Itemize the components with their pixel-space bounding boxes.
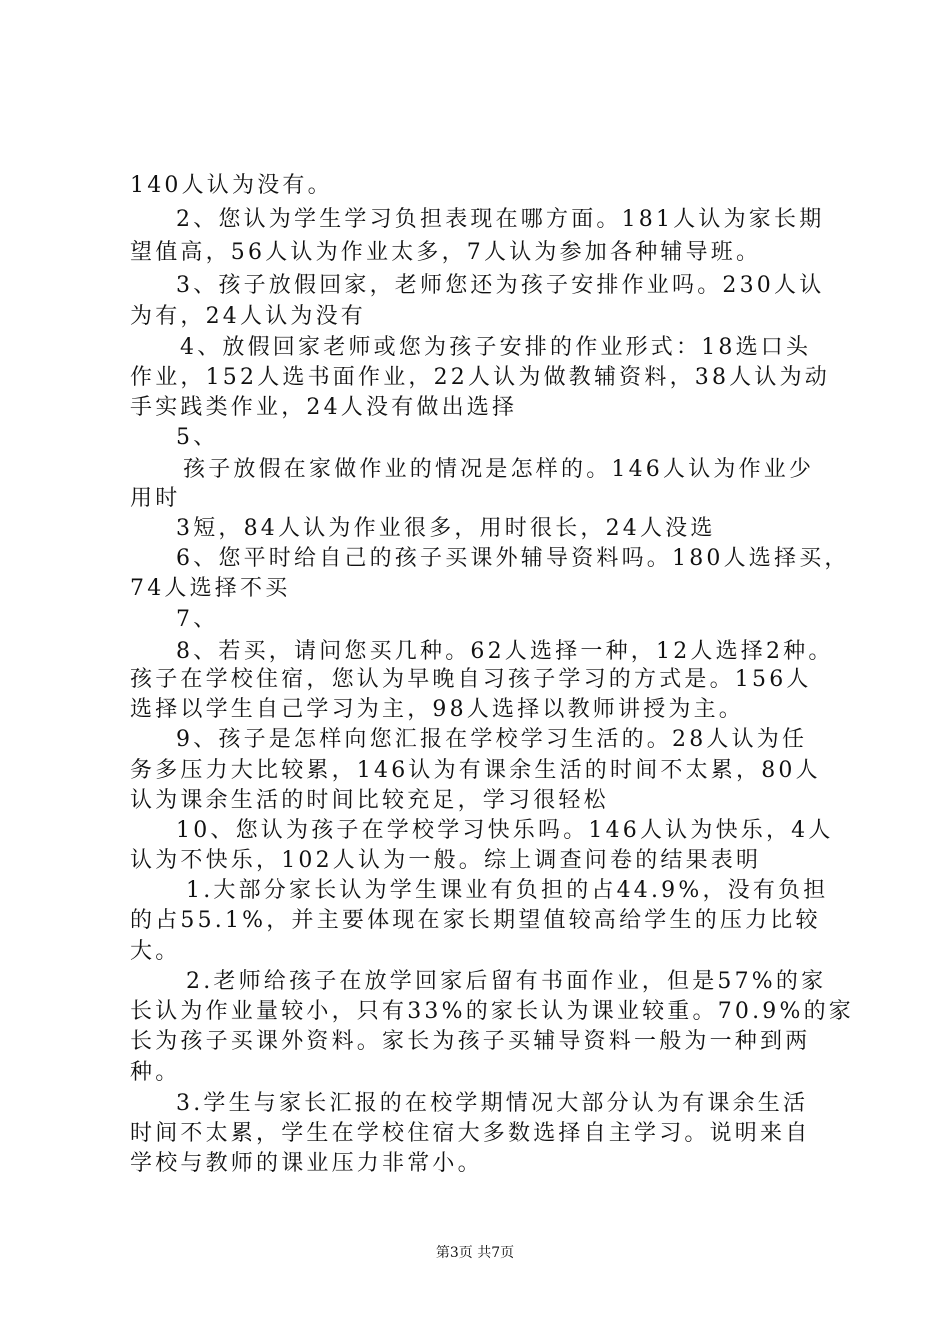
body-line: 孩子放假在家做作业的情况是怎样的。146人认为作业少	[183, 457, 815, 482]
body-line: 时间不太累，学生在学校住宿大多数选择自主学习。说明来自	[130, 1121, 811, 1146]
body-line: 孩子在学校住宿，您认为早晚自习孩子学习的方式是。156人	[130, 667, 812, 692]
body-line: 务多压力大比较累，146认为有课余生活的时间不太累，80人	[130, 758, 821, 783]
body-line: 选择以学生自己学习为主，98人选择以教师讲授为主。	[130, 697, 744, 722]
body-line: 手实践类作业，24人没有做出选择	[130, 395, 518, 420]
body-line: 5、	[176, 425, 219, 450]
body-line: 140人认为没有。	[130, 173, 333, 198]
body-line: 3、孩子放假回家，老师您还为孩子安排作业吗。230人认	[176, 273, 825, 298]
body-line: 望值高，56人认为作业太多，7人认为参加各种辅导班。	[130, 240, 762, 265]
body-line: 用时	[130, 486, 181, 511]
body-line: 长为孩子买课外资料。家长为孩子买辅导资料一般为一种到两	[130, 1029, 811, 1054]
body-line: 10、您认为孩子在学校学习快乐吗。146人认为快乐，4人	[176, 818, 834, 843]
body-line: 2、您认为学生学习负担表现在哪方面。181人认为家长期	[176, 207, 825, 232]
page-number-footer: 第3页 共7页	[435, 1245, 515, 1261]
body-line: 1.大部分家长认为学生课业有负担的占44.9%，没有负担	[186, 878, 829, 903]
body-line: 学校与教师的课业压力非常小。	[130, 1151, 483, 1176]
body-line: 种。	[130, 1060, 181, 1085]
body-line: 为有，24人认为没有	[130, 304, 366, 329]
body-line: 作业，152人选书面作业，22人认为做教辅资料，38人认为动	[130, 365, 830, 390]
body-line: 74人选择不买	[130, 576, 291, 601]
body-line: 认为不快乐，102人认为一般。综上调查问卷的结果表明	[130, 848, 762, 873]
body-line: 的占55.1%，并主要体现在家长期望值较高给学生的压力比较	[130, 908, 821, 933]
body-line: 6、您平时给自己的孩子买课外辅导资料吗。180人选择买，	[176, 546, 850, 571]
body-line: 3.学生与家长汇报的在校学期情况大部分认为有课余生活	[176, 1091, 809, 1116]
body-line: 8、若买，请问您买几种。62人选择一种，12人选择2种。	[176, 639, 834, 664]
body-line: 3短，84人认为作业很多，用时很长，24人没选	[176, 516, 716, 541]
body-line: 4、放假回家老师或您为孩子安排的作业形式：18选口头	[180, 335, 812, 360]
body-line: 2.老师给孩子在放学回家后留有书面作业，但是57%的家	[186, 969, 827, 994]
body-line: 长认为作业量较小，只有33%的家长认为课业较重。70.9%的家	[130, 999, 854, 1024]
body-line: 7、	[176, 607, 219, 632]
body-line: 9、孩子是怎样向您汇报在学校学习生活的。28人认为任	[176, 727, 808, 752]
body-line: 认为课余生活的时间比较充足，学习很轻松	[130, 788, 609, 813]
body-line: 大。	[130, 939, 181, 964]
